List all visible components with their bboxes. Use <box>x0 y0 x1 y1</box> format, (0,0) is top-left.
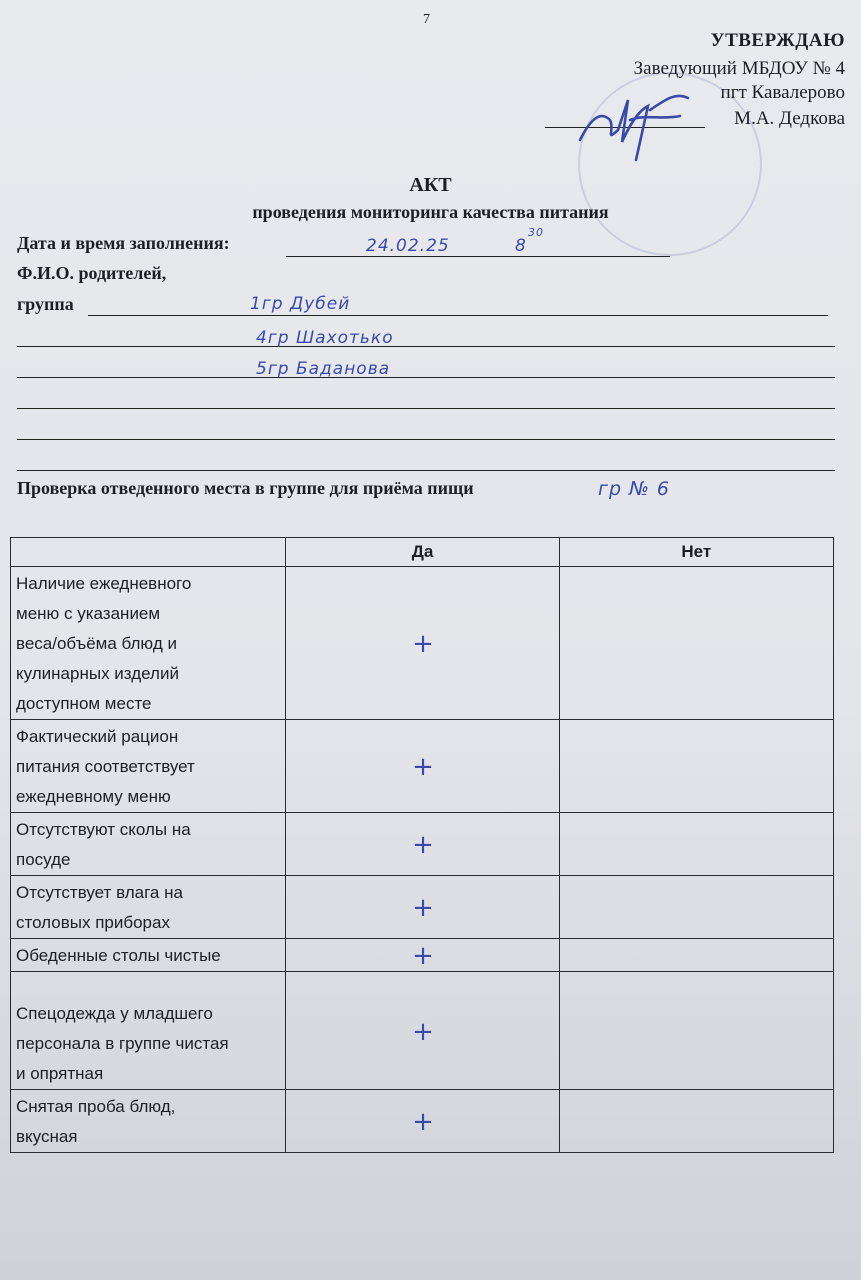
table-row <box>11 876 834 939</box>
blank-line <box>17 408 835 409</box>
approval-heading: УТВЕРЖДАЮ <box>710 30 845 51</box>
criterion-line: меню с указанием <box>16 604 161 623</box>
check-mark: + <box>412 629 434 659</box>
parent-entry: 4гр Шахотько <box>256 328 394 348</box>
datetime-line <box>286 256 670 257</box>
criterion-line: Отсутствует влага на <box>16 883 183 902</box>
approval-location: пгт Кавалерово <box>720 82 845 103</box>
blank-line <box>17 377 835 378</box>
table-row <box>11 972 834 1090</box>
table-header-row <box>11 538 834 567</box>
criterion-cell <box>11 813 286 876</box>
page-number: 7 <box>423 12 430 27</box>
criterion-line: доступном месте <box>16 694 152 713</box>
document-title: АКТ <box>409 174 452 196</box>
yes-cell <box>286 813 559 876</box>
approval-position: Заведующий МБДОУ № 4 <box>633 58 845 79</box>
parents-label: Ф.И.О. родителей, <box>17 263 167 283</box>
datetime-value: 24.02.25 <box>366 236 450 256</box>
check-mark: + <box>412 752 434 782</box>
no-cell <box>559 972 833 1090</box>
section-title: Проверка отведенного места в группе для приёма пищи <box>17 478 474 498</box>
no-cell <box>559 567 833 720</box>
criterion-line: Отсутствуют сколы на <box>16 820 191 839</box>
header-yes: Да <box>286 538 559 567</box>
check-mark: + <box>412 830 434 860</box>
criterion-line: питания соответствует <box>16 757 195 776</box>
parent-entry: 1гр Дубей <box>250 294 351 314</box>
header-criterion <box>11 538 286 567</box>
criterion-line: персонала в группе чистая <box>16 1034 229 1053</box>
criterion-line: ежедневному меню <box>16 787 171 806</box>
group-line <box>88 315 828 316</box>
document-subtitle: проведения мониторинга качества питания <box>252 202 609 222</box>
no-cell <box>559 939 833 972</box>
parent-entry: 5гр Баданова <box>256 359 391 379</box>
criterion-line: столовых приборах <box>16 913 170 932</box>
criterion-line: Обеденные столы чистые <box>16 946 221 965</box>
yes-cell <box>286 939 559 972</box>
blank-line <box>17 470 835 471</box>
criterion-line: Спецодежда у младшего <box>16 1004 213 1023</box>
criterion-line: и опрятная <box>16 1064 104 1083</box>
yes-cell <box>286 567 559 720</box>
blank-line <box>17 439 835 440</box>
criterion-line: веса/объёма блюд и <box>16 634 177 653</box>
time-value: 8 <box>515 236 527 256</box>
check-mark: + <box>412 1107 434 1137</box>
no-cell <box>559 813 833 876</box>
criterion-cell <box>11 939 286 972</box>
time-minutes: 30 <box>528 226 544 239</box>
criterion-cell <box>11 720 286 813</box>
no-cell <box>559 720 833 813</box>
table-row <box>11 1090 834 1153</box>
criterion-cell <box>11 876 286 939</box>
check-mark: + <box>412 893 434 923</box>
header-no: Нет <box>559 538 833 567</box>
criterion-line: Фактический рацион <box>16 727 179 746</box>
handwritten-signature <box>570 80 710 170</box>
check-table <box>10 537 834 1153</box>
approval-name: М.А. Дедкова <box>734 108 845 129</box>
no-cell <box>559 876 833 939</box>
criterion-line: вкусная <box>16 1127 78 1146</box>
datetime-label: Дата и время заполнения: <box>17 233 230 253</box>
table-row <box>11 939 834 972</box>
blank-line <box>17 346 835 347</box>
criterion-line: посуде <box>16 850 71 869</box>
yes-cell <box>286 972 559 1090</box>
yes-cell <box>286 720 559 813</box>
yes-cell <box>286 876 559 939</box>
no-cell <box>559 1090 833 1153</box>
check-mark: + <box>412 1016 434 1047</box>
yes-cell <box>286 1090 559 1153</box>
table-row <box>11 813 834 876</box>
criterion-line: Снятая проба блюд, <box>16 1097 176 1116</box>
criterion-line: Наличие ежедневного <box>16 574 192 593</box>
criterion-line: кулинарных изделий <box>16 664 179 683</box>
group-label: группа <box>17 294 74 314</box>
criterion-cell <box>11 1090 286 1153</box>
criterion-cell <box>11 972 286 1090</box>
criterion-cell <box>11 567 286 720</box>
table-row <box>11 720 834 813</box>
table-row <box>11 567 834 720</box>
check-mark: + <box>412 941 434 971</box>
section-annotation: гр № 6 <box>598 478 670 500</box>
